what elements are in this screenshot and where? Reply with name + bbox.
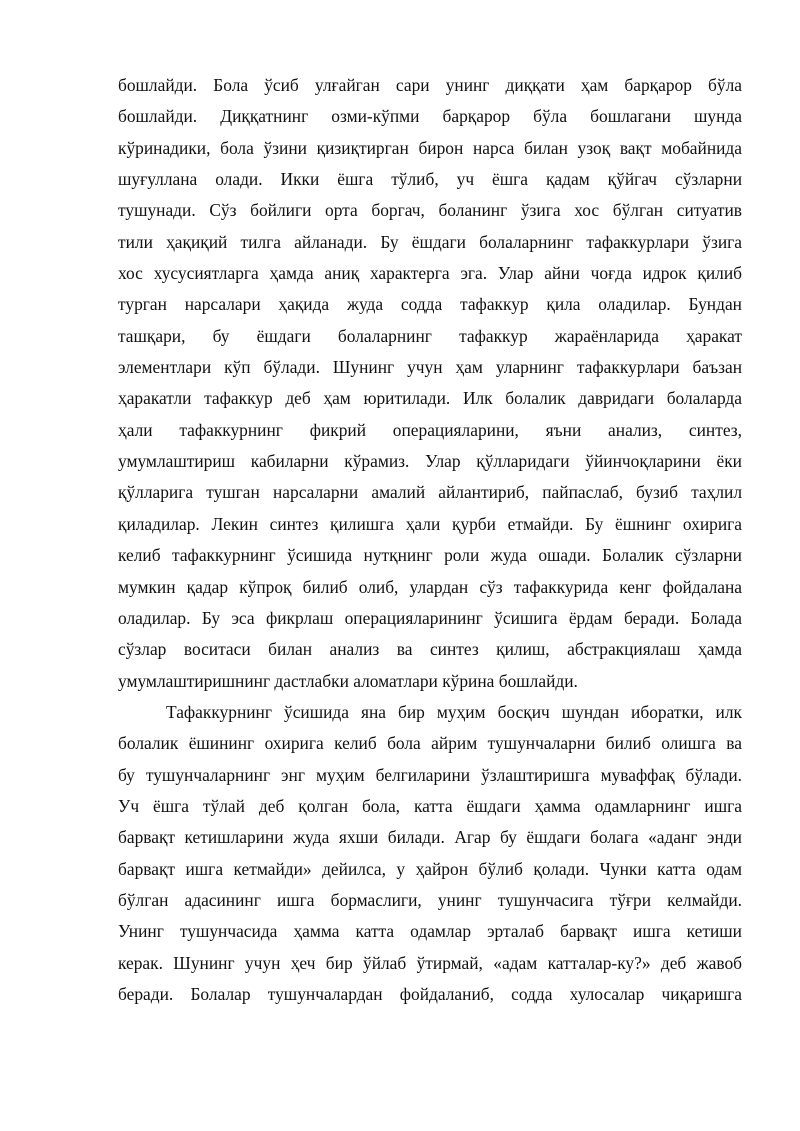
text-line: бу тушунчаларнинг энг муҳим белгиларини ўзлаштиришга муваффақ бўлади.: [118, 764, 742, 785]
text-line: бошлайди. Диққатнинг озми-кўпми барқарор бўла бошлагани шунда: [118, 106, 742, 127]
body-text: [118, 70, 742, 1010]
text-line: шуғуллана олади. Икки ёшга тўлиб, уч ёшга қадам қўйгач сўзларни: [118, 169, 742, 190]
text-line: болалик ёшининг охирига келиб бола айрим тушунчаларни билиб олишга ва: [118, 733, 742, 754]
text-line: беради. Болалар тушунчалардан фойдаланиб, содда хулосалар чиқаришга: [118, 983, 742, 1004]
text-line: қўлларига тушган нарсаларни амалий айлантириб, пайпаслаб, бузиб таҳлил: [118, 482, 742, 503]
text-line: керак. Шунинг учун ҳеч бир ўйлаб ўтирмай, «адам катталар-ку?» деб жавоб: [118, 952, 742, 973]
text-line: барвақт ишга кетмайди» дейилса, у ҳайрон бўлиб қолади. Чунки катта одам: [118, 858, 742, 879]
text-line: кўринадики, бола ўзини қизиқтирган бирон нарса билан узоқ вақт мобайнида: [118, 137, 742, 158]
text-line: ҳаракатли тафаккур деб ҳам юритилади. Илк болалик давридаги болаларда: [118, 388, 742, 409]
text-line: бўлган адасининг ишга бормаслиги, унинг тушунчасига тўғри келмайди.: [118, 889, 742, 910]
text-line: келиб тафаккурнинг ўсишида нутқнинг роли жуда ошади. Болалик сўзларни: [118, 545, 742, 566]
text-line: мумкин қадар кўпроқ билиб олиб, улардан сўз тафаккурида кенг фойдалана: [118, 576, 742, 597]
text-line: сўзлар воситаси билан анализ ва синтез қилиш, абстракциялаш ҳамда: [118, 639, 742, 660]
text-line: умумлаштириш кабиларни кўрамиз. Улар қўлларидаги ўйинчоқларини ёки: [118, 451, 742, 472]
text-line: ҳали тафаккурнинг фикрий операцияларини, яъни анализ, синтез,: [118, 419, 742, 440]
text-line: умумлаштиришнинг дастлабки аломатлари кўрина бошлайди.: [118, 670, 578, 691]
text-line: элементлари кўп бўлади. Шунинг учун ҳам уларнинг тафаккурлари баъзан: [118, 357, 742, 378]
text-line: тили ҳақиқий тилга айланади. Бу ёшдаги болаларнинг тафаккурлари ўзига: [118, 231, 742, 252]
text-line: Тафаккурнинг ўсишида яна бир муҳим босқич шундан иборатки, илк: [166, 701, 742, 722]
text-line: тушунади. Сўз бойлиги орта боргач, боланинг ўзига хос бўлган ситуатив: [118, 200, 742, 221]
text-line: қиладилар. Лекин синтез қилишга ҳали қурби етмайди. Бу ёшнинг охирига: [118, 513, 742, 534]
text-line: Унинг тушунчасида ҳамма катта одамлар эрталаб барвақт ишга кетиши: [118, 921, 742, 942]
text-line: хос хусусиятларга ҳамда аниқ характерга эга. Улар айни чоғда идрок қилиб: [118, 263, 742, 284]
text-line: оладилар. Бу эса фикрлаш операцияларининг ўсишига ёрдам беради. Болада: [118, 607, 742, 628]
text-line: турган нарсалари ҳақида жуда содда тафаккур қила оладилар. Бундан: [118, 294, 742, 315]
text-line: барвақт кетишларини жуда яхши билади. Агар бу ёшдаги болага «аданг энди: [118, 827, 742, 848]
text-line: бошлайди. Бола ўсиб улғайган сари унинг диққати ҳам барқарор бўла: [118, 75, 742, 95]
text-line: ташқари, бу ёшдаги болаларнинг тафаккур жараёнларида ҳаракат: [118, 325, 742, 346]
text-line: Уч ёшга тўлай деб қолган бола, катта ёшдаги ҳамма одамларнинг ишга: [118, 795, 742, 816]
